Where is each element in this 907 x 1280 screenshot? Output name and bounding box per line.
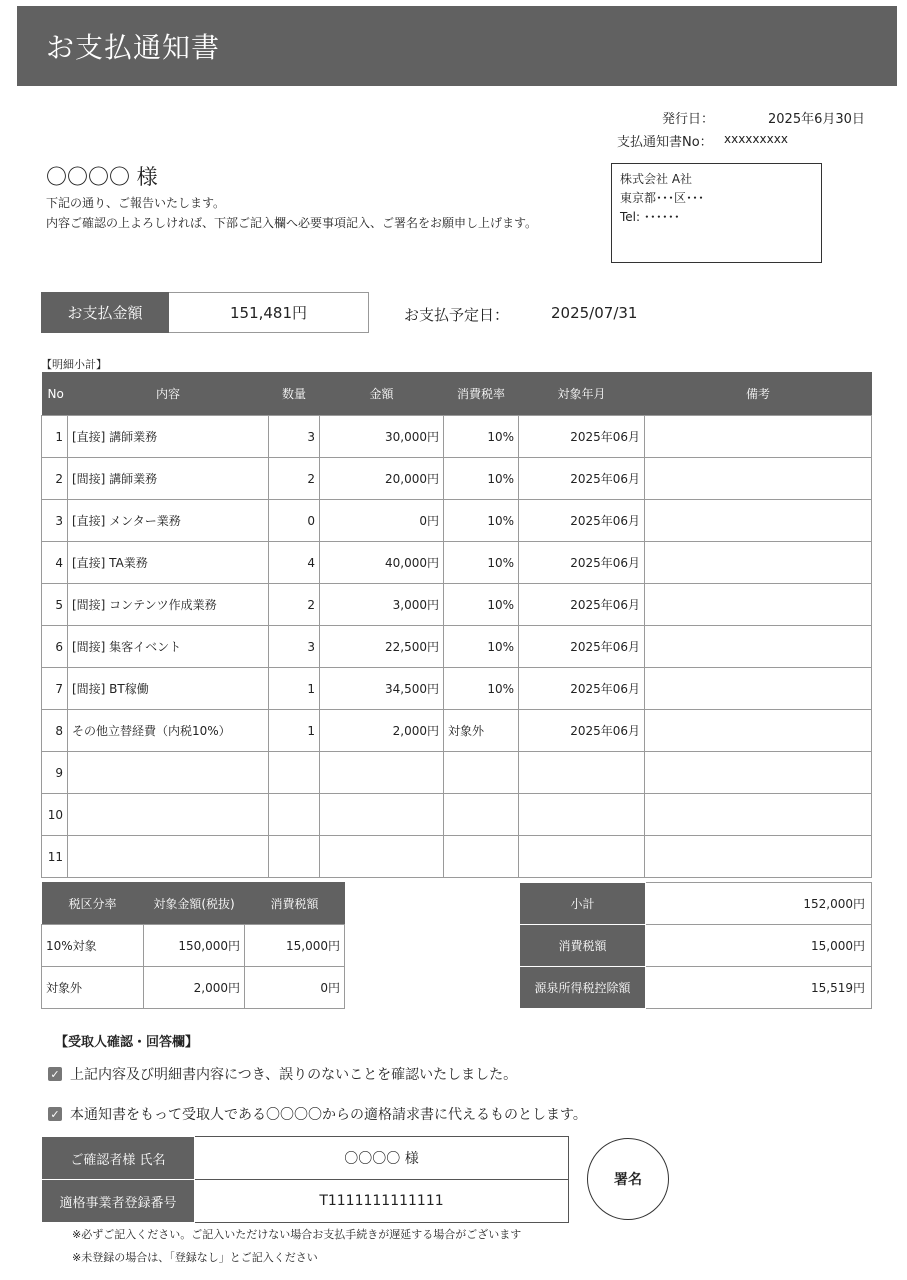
detail-tax-rate: 対象外 bbox=[444, 710, 519, 752]
detail-month: 2025年06月 bbox=[519, 416, 645, 458]
detail-no: 6 bbox=[42, 626, 68, 668]
detail-tax-rate: 10% bbox=[444, 458, 519, 500]
detail-qty: 4 bbox=[269, 542, 320, 584]
details-table bbox=[41, 372, 872, 878]
detail-content: [間接] 講師業務 bbox=[68, 458, 269, 500]
tax-total-value: 15,000円 bbox=[646, 925, 872, 967]
detail-amount bbox=[320, 794, 444, 836]
detail-row bbox=[42, 416, 872, 458]
tax-col-base: 対象金額(税抜) bbox=[144, 882, 245, 925]
detail-amount: 3,000円 bbox=[320, 584, 444, 626]
payment-amount-label: お支払金額 bbox=[41, 292, 169, 333]
detail-content: [間接] BT稼働 bbox=[68, 668, 269, 710]
detail-tax-rate: 10% bbox=[444, 416, 519, 458]
detail-amount: 0円 bbox=[320, 500, 444, 542]
detail-content: [直接] メンター業務 bbox=[68, 500, 269, 542]
sender-address: 東京都･･･区･･･ bbox=[620, 191, 705, 205]
detail-amount: 2,000円 bbox=[320, 710, 444, 752]
detail-no: 10 bbox=[42, 794, 68, 836]
detail-content bbox=[68, 836, 269, 878]
detail-note bbox=[645, 626, 872, 668]
detail-month: 2025年06月 bbox=[519, 710, 645, 752]
withholding-label: 源泉所得税控除額 bbox=[520, 967, 646, 1009]
checkbox-checked-icon[interactable]: ✓ bbox=[48, 1067, 62, 1081]
detail-note bbox=[645, 584, 872, 626]
registration-number-row bbox=[42, 1180, 569, 1223]
confirmer-name-row bbox=[42, 1137, 569, 1180]
summary-row-tax bbox=[520, 925, 872, 967]
detail-qty: 1 bbox=[269, 668, 320, 710]
tax-category: 対象外 bbox=[42, 967, 144, 1009]
tax-header-row bbox=[42, 882, 345, 925]
col-header-tax-rate: 消費税率 bbox=[444, 372, 519, 416]
detail-note bbox=[645, 458, 872, 500]
detail-content: [間接] 集客イベント bbox=[68, 626, 269, 668]
detail-qty bbox=[269, 794, 320, 836]
summary-row-subtotal bbox=[520, 883, 872, 925]
unregistered-note: ※未登録の場合は、「登録なし」とご記入ください bbox=[72, 1251, 318, 1264]
notice-number-value: xxxxxxxxx bbox=[724, 132, 788, 146]
detail-no: 5 bbox=[42, 584, 68, 626]
detail-tax-rate bbox=[444, 836, 519, 878]
detail-amount: 30,000円 bbox=[320, 416, 444, 458]
detail-row bbox=[42, 542, 872, 584]
confirm-check-row-1[interactable] bbox=[48, 1064, 517, 1084]
detail-note bbox=[645, 542, 872, 584]
detail-amount bbox=[320, 752, 444, 794]
detail-qty: 3 bbox=[269, 416, 320, 458]
notice-number-label: 支払通知書No： bbox=[617, 135, 713, 150]
confirmer-name-label: ご確認者様 氏名 bbox=[42, 1137, 195, 1180]
detail-no: 9 bbox=[42, 752, 68, 794]
detail-month: 2025年06月 bbox=[519, 542, 645, 584]
details-header-row bbox=[42, 372, 872, 416]
detail-amount: 34,500円 bbox=[320, 668, 444, 710]
detail-row bbox=[42, 668, 872, 710]
detail-note bbox=[645, 416, 872, 458]
detail-month: 2025年06月 bbox=[519, 584, 645, 626]
detail-row bbox=[42, 584, 872, 626]
tax-category: 10%対象 bbox=[42, 925, 144, 967]
tax-amount: 15,000円 bbox=[245, 925, 345, 967]
col-header-amount: 金額 bbox=[320, 372, 444, 416]
subtotal-label: 小計 bbox=[520, 883, 646, 925]
detail-qty bbox=[269, 752, 320, 794]
detail-month: 2025年06月 bbox=[519, 500, 645, 542]
confirmer-name-field[interactable]: 〇〇〇〇 様 bbox=[195, 1137, 569, 1180]
detail-qty: 0 bbox=[269, 500, 320, 542]
sender-tel: Tel: ･･････ bbox=[620, 210, 680, 224]
detail-month: 2025年06月 bbox=[519, 668, 645, 710]
recipient-name: 〇〇〇〇 様 bbox=[46, 165, 158, 189]
col-header-qty: 数量 bbox=[269, 372, 320, 416]
detail-tax-rate: 10% bbox=[444, 542, 519, 584]
registration-number-label: 適格事業者登録番号 bbox=[42, 1180, 195, 1223]
signature-label: 署名 bbox=[614, 1172, 642, 1188]
detail-row bbox=[42, 752, 872, 794]
detail-tax-rate: 10% bbox=[444, 584, 519, 626]
detail-no: 1 bbox=[42, 416, 68, 458]
detail-amount bbox=[320, 836, 444, 878]
issue-date-label: 発行日： bbox=[662, 112, 715, 127]
tax-row bbox=[42, 967, 345, 1009]
detail-content: [間接] コンテンツ作成業務 bbox=[68, 584, 269, 626]
confirmer-form-table bbox=[41, 1136, 569, 1223]
detail-no: 7 bbox=[42, 668, 68, 710]
detail-qty: 2 bbox=[269, 458, 320, 500]
detail-no: 3 bbox=[42, 500, 68, 542]
detail-month: 2025年06月 bbox=[519, 458, 645, 500]
detail-row bbox=[42, 710, 872, 752]
detail-note bbox=[645, 752, 872, 794]
detail-note bbox=[645, 836, 872, 878]
tax-base: 2,000円 bbox=[144, 967, 245, 1009]
detail-note bbox=[645, 794, 872, 836]
confirmation-title: 【受取人確認・回答欄】 bbox=[55, 1035, 199, 1050]
detail-note bbox=[645, 500, 872, 542]
summary-row-withholding bbox=[520, 967, 872, 1009]
detail-qty: 2 bbox=[269, 584, 320, 626]
detail-content: [直接] TA業務 bbox=[68, 542, 269, 584]
detail-row bbox=[42, 836, 872, 878]
detail-tax-rate: 10% bbox=[444, 626, 519, 668]
detail-tax-rate: 10% bbox=[444, 500, 519, 542]
tax-row bbox=[42, 925, 345, 967]
tax-breakdown-table bbox=[41, 882, 345, 1009]
detail-month bbox=[519, 836, 645, 878]
tax-col-tax: 消費税額 bbox=[245, 882, 345, 925]
registration-number-field[interactable]: T1111111111111 bbox=[195, 1180, 569, 1223]
col-header-note: 備考 bbox=[645, 372, 872, 416]
detail-no: 11 bbox=[42, 836, 68, 878]
detail-amount: 20,000円 bbox=[320, 458, 444, 500]
detail-row bbox=[42, 626, 872, 668]
detail-row bbox=[42, 794, 872, 836]
col-header-no: No bbox=[42, 372, 68, 416]
detail-row bbox=[42, 458, 872, 500]
detail-qty: 3 bbox=[269, 626, 320, 668]
signature-circle[interactable] bbox=[587, 1138, 669, 1220]
detail-amount: 22,500円 bbox=[320, 626, 444, 668]
intro-message-line2: 内容ご確認の上よろしければ、下部ご記入欄へ必要事項記入、ご署名をお願申し上げます。 bbox=[46, 216, 538, 230]
confirm-check-label-2: 本通知書をもって受取人である〇〇〇〇からの適格請求書に代えるものとします。 bbox=[70, 1107, 587, 1123]
detail-note bbox=[645, 668, 872, 710]
withholding-value: 15,519円 bbox=[646, 967, 872, 1009]
intro-message-line1: 下記の通り、ご報告いたします。 bbox=[46, 196, 226, 210]
detail-row bbox=[42, 500, 872, 542]
payment-due-label: お支払予定日： bbox=[404, 306, 510, 324]
document-title: お支払通知書 bbox=[46, 31, 221, 64]
payment-due-date: 2025/07/31 bbox=[551, 304, 638, 322]
checkbox-checked-icon[interactable]: ✓ bbox=[48, 1107, 62, 1121]
summary-table bbox=[519, 882, 872, 1009]
detail-no: 2 bbox=[42, 458, 68, 500]
detail-tax-rate bbox=[444, 752, 519, 794]
detail-note bbox=[645, 710, 872, 752]
detail-month bbox=[519, 794, 645, 836]
detail-month bbox=[519, 752, 645, 794]
detail-month: 2025年06月 bbox=[519, 626, 645, 668]
detail-no: 8 bbox=[42, 710, 68, 752]
detail-tax-rate: 10% bbox=[444, 668, 519, 710]
detail-content bbox=[68, 752, 269, 794]
sender-info-box bbox=[611, 163, 822, 263]
detail-no: 4 bbox=[42, 542, 68, 584]
tax-total-label: 消費税額 bbox=[520, 925, 646, 967]
details-section-label: 【明細小計】 bbox=[41, 358, 107, 371]
detail-qty: 1 bbox=[269, 710, 320, 752]
detail-tax-rate bbox=[444, 794, 519, 836]
tax-col-category: 税区分率 bbox=[42, 882, 144, 925]
subtotal-value: 152,000円 bbox=[646, 883, 872, 925]
sender-company: 株式会社 A社 bbox=[620, 172, 693, 186]
tax-amount: 0円 bbox=[245, 967, 345, 1009]
col-header-content: 内容 bbox=[68, 372, 269, 416]
required-note: ※必ずご記入ください。ご記入いただけない場合お支払手続きが遅延する場合がございます bbox=[72, 1228, 522, 1241]
detail-content: その他立替経費（内税10%） bbox=[68, 710, 269, 752]
col-header-month: 対象年月 bbox=[519, 372, 645, 416]
tax-base: 150,000円 bbox=[144, 925, 245, 967]
detail-content: [直接] 講師業務 bbox=[68, 416, 269, 458]
intro-message bbox=[46, 193, 537, 233]
confirm-check-label-1: 上記内容及び明細書内容につき、誤りのないことを確認いたしました。 bbox=[70, 1067, 518, 1083]
payment-amount-value: 151,481円 bbox=[169, 292, 369, 333]
detail-qty bbox=[269, 836, 320, 878]
confirm-check-row-2[interactable] bbox=[48, 1104, 587, 1124]
detail-content bbox=[68, 794, 269, 836]
detail-amount: 40,000円 bbox=[320, 542, 444, 584]
issue-date-value: 2025年6月30日 bbox=[768, 112, 865, 127]
